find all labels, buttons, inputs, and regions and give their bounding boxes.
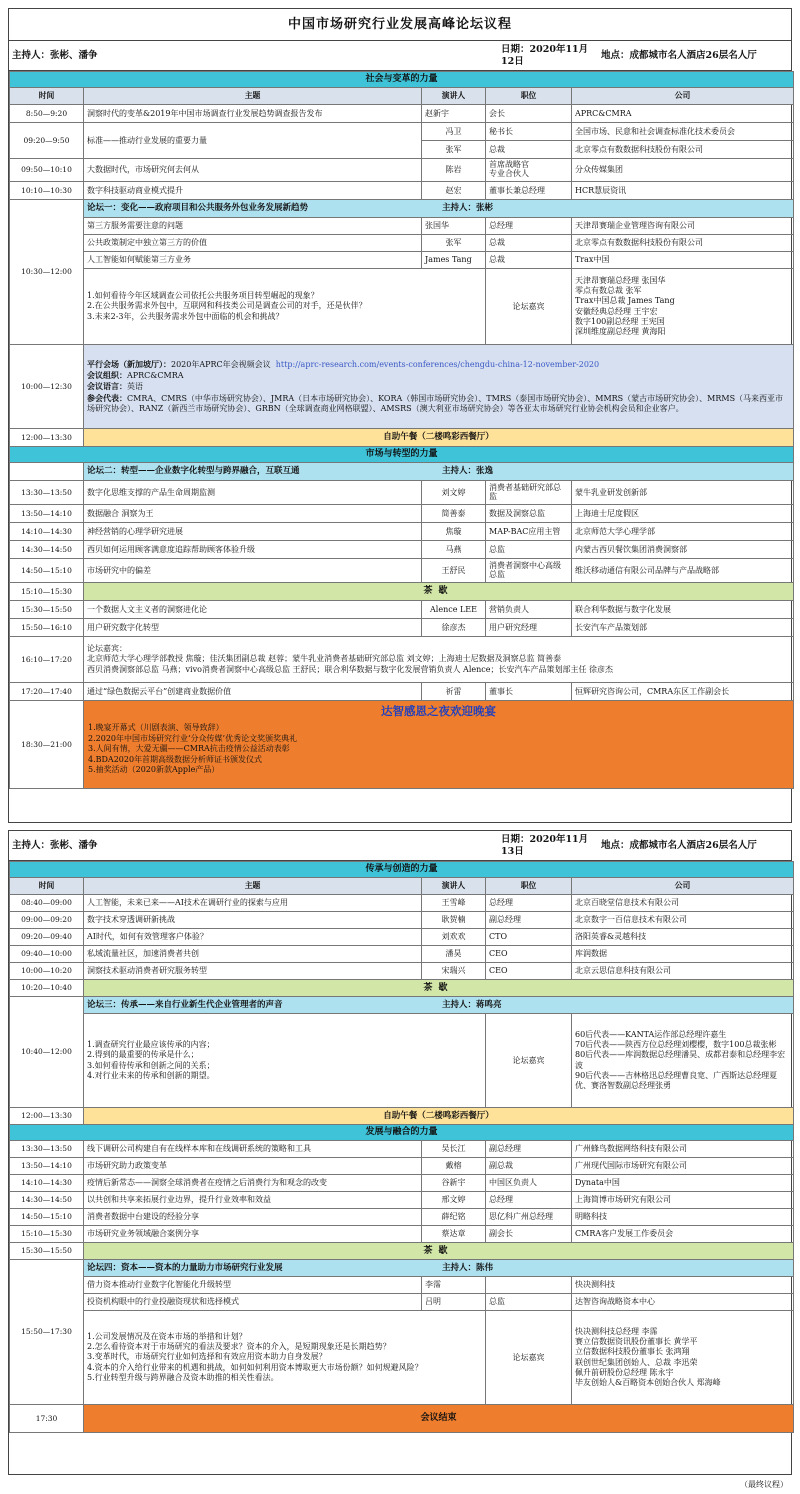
section-header: 社会与变革的力量 bbox=[10, 72, 794, 88]
speaker-cell: 徐彦杰 bbox=[422, 619, 486, 637]
break-label: 茶歇 bbox=[84, 980, 794, 997]
role-cell: 消费者洞察中心高级总监 bbox=[486, 559, 572, 583]
day2-date: 日期：2020年11月13日 bbox=[501, 833, 589, 857]
speaker-cell: 赵新宇 bbox=[422, 105, 486, 123]
speaker-cell: 马燕 bbox=[422, 541, 486, 559]
col-topic: 主题 bbox=[84, 878, 422, 895]
day1-table bbox=[9, 71, 794, 789]
day2-table bbox=[9, 861, 794, 1433]
role-cell: 思亿科广州总经理 bbox=[486, 1209, 572, 1226]
time-cell: 08:40—09:00 bbox=[10, 895, 84, 912]
forum-host: 主持人：陈伟 bbox=[442, 1262, 494, 1273]
topic-cell: 以共创和共享来拓展行业边界，提升行业效率和效益 bbox=[84, 1192, 422, 1209]
time-cell: 09:50—10:10 bbox=[10, 159, 84, 182]
topic-cell: 大数据时代，市场研究何去何从 bbox=[84, 159, 422, 182]
break-label: 茶歇 bbox=[84, 1243, 794, 1260]
forum-title-cell bbox=[84, 1260, 794, 1277]
lunch-row bbox=[10, 429, 794, 447]
final-agenda-note: （最终议程） bbox=[740, 1480, 788, 1489]
topic-cell: 第三方服务需要注意的问题 bbox=[84, 218, 422, 235]
role-cell: 会长 bbox=[486, 105, 572, 123]
time-cell: 09:20—09:40 bbox=[10, 929, 84, 946]
time-cell: 09:00—09:20 bbox=[10, 912, 84, 929]
day1-info-bar bbox=[9, 41, 791, 71]
break-row bbox=[10, 980, 794, 997]
time-cell: 12:00—13:30 bbox=[10, 1108, 84, 1125]
company-cell: 北京数字一百信息技术有限公司 bbox=[572, 912, 794, 929]
topic-cell: 公共政策制定中独立第三方的价值 bbox=[84, 235, 422, 252]
topic-cell: 数字科技驱动商业模式提升 bbox=[84, 182, 422, 200]
company-cell: 快决测科技 bbox=[572, 1277, 794, 1294]
forum-title-cell bbox=[84, 997, 794, 1014]
time-cell: 10:00—10:20 bbox=[10, 963, 84, 980]
table-row bbox=[10, 683, 794, 701]
col-role: 职位 bbox=[486, 88, 572, 105]
forum-guests: 快决测科技总经理 李霈 赛立信数据资讯股份董事长 黄学平 立信数据科技股份董事长 张鸿翔 联创世纪集团创始人、总裁 李迅荣 佩升前研股份总经理 陈永宇 毕友创始人&百略资本创始合伙人 郑海峰 bbox=[572, 1311, 794, 1405]
role-cell: 董事长兼总经理 bbox=[486, 182, 572, 200]
table-row bbox=[10, 1277, 794, 1294]
parallel-session-cell: 平行会场（新加坡厅）：2020年APRC年会视频会议 http://aprc-research.com/events-conferences/chengdu-china-12-november-2020 会议组织：APRC&CMRA 会议语言：英语 参会代表：CMRA、CMRS（中华市场研究协会）、JMRA（日本市场研究协会）、KORA（韩国市场研究协会）、TMRS（泰国市场研究协会）、MMRS（蒙古市场研究协会）、MRMS（马来西亚市场研究协会）、RANZ（新西兰市场研究协会）、GRBN（全球调查商业网格联盟）、AMSRS（澳大利亚市场研究协会）等各亚太市场研究行业协会机构会员和企业客户。 bbox=[84, 345, 794, 429]
table-row bbox=[10, 269, 794, 345]
speaker-cell: 谷新宇 bbox=[422, 1175, 486, 1192]
table-row bbox=[10, 218, 794, 235]
forum-header-row bbox=[10, 997, 794, 1014]
speaker-cell: 王雪峰 bbox=[422, 895, 486, 912]
time-cell: 18:30—21:00 bbox=[10, 701, 84, 789]
column-header-row bbox=[10, 88, 794, 105]
topic-cell: 用户研究数字化转型 bbox=[84, 619, 422, 637]
table-row bbox=[10, 1209, 794, 1226]
forum-guest-label: 论坛嘉宾 bbox=[486, 1014, 572, 1108]
company-cell: 维沃移动通信有限公司品牌与产品战略部 bbox=[572, 559, 794, 583]
company-cell: 蒙牛乳业研发创新部 bbox=[572, 481, 794, 505]
day1-venue: 地点：成都城市名人酒店26层名人厅 bbox=[601, 49, 757, 61]
topic-cell: 市场研究业务领域融合案例分享 bbox=[84, 1226, 422, 1243]
topic-cell: 疫情后新常态——洞察全球消费者在疫情之后消费行为和观念的改变 bbox=[84, 1175, 422, 1192]
company-cell: CMRA客户发展工作委员会 bbox=[572, 1226, 794, 1243]
company-cell: 分众传媒集团 bbox=[572, 159, 794, 182]
time-cell: 14:10—14:30 bbox=[10, 1175, 84, 1192]
topic-cell: 数字化思维支撑的产品生命周期监测 bbox=[84, 481, 422, 505]
lunch-label: 自助午餐（二楼鸣彩西餐厅） bbox=[84, 429, 794, 447]
topic-cell: 市场研究中的偏差 bbox=[84, 559, 422, 583]
company-cell: 北京百晓堂信息技术有限公司 bbox=[572, 895, 794, 912]
company-cell: 北京零点有数数据科技股份有限公司 bbox=[572, 141, 794, 159]
time-cell: 15:30—15:50 bbox=[10, 601, 84, 619]
table-row bbox=[10, 559, 794, 583]
table-row bbox=[10, 123, 794, 141]
day2-venue: 地点：成都城市名人酒店26层名人厅 bbox=[601, 839, 757, 851]
speaker-cell: 张军 bbox=[422, 141, 486, 159]
time-cell: 15:30—15:50 bbox=[10, 1243, 84, 1260]
topic-cell: 借力资本推动行业数字化智能化升级转型 bbox=[84, 1277, 422, 1294]
table-row bbox=[10, 523, 794, 541]
section-header: 市场与转型的力量 bbox=[10, 447, 794, 463]
speaker-cell: 焦璇 bbox=[422, 523, 486, 541]
forum-panel-guests: 论坛嘉宾： 北京师范大学心理学部教授 焦璇；佳沃集团副总裁 赵蓉；蒙牛乳业消费者基础研究部总监 刘文婷；上海迪士尼数据及洞察总监 简善泰 西贝消费洞察部总监 马燕；vivo消费者洞察中心高级总监 王舒民；联合利华数据与数字化发展营销负责人 Alence；长安汽车产品策划部主任 徐彦杰 bbox=[84, 637, 794, 683]
role-cell: 消费者基础研究部总监 bbox=[486, 481, 572, 505]
speaker-cell: 吕明 bbox=[422, 1294, 486, 1311]
table-row bbox=[10, 601, 794, 619]
speaker-cell: 张军 bbox=[422, 235, 486, 252]
forum-header-row bbox=[10, 463, 794, 481]
company-cell: 上海迪士尼度假区 bbox=[572, 505, 794, 523]
break-label: 茶歇 bbox=[84, 583, 794, 601]
break-row bbox=[10, 1243, 794, 1260]
time-cell: 10:20—10:40 bbox=[10, 980, 84, 997]
speaker-cell: 赵宏 bbox=[422, 182, 486, 200]
company-cell: 内蒙古西贝餐饮集团消费洞察部 bbox=[572, 541, 794, 559]
forum-title: 论坛三：传承——来自行业新生代企业管理者的声音 bbox=[87, 999, 283, 1010]
parallel-session-link[interactable]: http://aprc-research.com/events-conferences/chengdu-china-12-november-2020 bbox=[275, 359, 600, 369]
break-row bbox=[10, 583, 794, 601]
table-row bbox=[10, 1294, 794, 1311]
table-row bbox=[10, 1175, 794, 1192]
speaker-cell: 潘昊 bbox=[422, 946, 486, 963]
table-row bbox=[10, 105, 794, 123]
forum-guest-label: 论坛嘉宾 bbox=[486, 1311, 572, 1405]
speaker-cell: 陈岩 bbox=[422, 159, 486, 182]
topic-cell: AI时代，如何有效管理客户体验？ bbox=[84, 929, 422, 946]
speaker-cell: 蔡达章 bbox=[422, 1226, 486, 1243]
company-cell: 北京师范大学心理学部 bbox=[572, 523, 794, 541]
time-cell: 17:30 bbox=[10, 1405, 84, 1433]
forum-panel-row bbox=[10, 637, 794, 683]
role-cell: 总经理 bbox=[486, 895, 572, 912]
table-row bbox=[10, 235, 794, 252]
role-cell: 总经理 bbox=[486, 218, 572, 235]
col-role: 职位 bbox=[486, 878, 572, 895]
gala-item: 4.BDA2020年首期高级数据分析师证书颁发仪式 bbox=[88, 754, 263, 764]
lunch-row bbox=[10, 1108, 794, 1125]
table-row bbox=[10, 1192, 794, 1209]
speaker-cell: 冯卫 bbox=[422, 123, 486, 141]
company-cell: APRC&CMRA bbox=[572, 105, 794, 123]
company-cell: 天津昂赛瑞企业管理咨询有限公司 bbox=[572, 218, 794, 235]
forum-questions: 1.调查研究行业最应该传承的内容； 2.得到的最重要的传承是什么； 3.如何看待传承和创新之间的关系； 4.对行业未来的传承和创新的期望。 bbox=[84, 1014, 486, 1108]
end-row bbox=[10, 1405, 794, 1433]
company-cell: HCR慧辰资讯 bbox=[572, 182, 794, 200]
time-cell: 13:30—13:50 bbox=[10, 481, 84, 505]
col-time: 时间 bbox=[10, 88, 84, 105]
speaker-cell: 刘欢欢 bbox=[422, 929, 486, 946]
role-cell: 总监 bbox=[486, 1294, 572, 1311]
topic-cell: 数据融合 洞察为王 bbox=[84, 505, 422, 523]
speaker-cell: 邢文婷 bbox=[422, 1192, 486, 1209]
col-speaker: 演讲人 bbox=[422, 878, 486, 895]
company-cell: Dynata中国 bbox=[572, 1175, 794, 1192]
table-row bbox=[10, 929, 794, 946]
time-cell: 14:30—14:50 bbox=[10, 541, 84, 559]
company-cell: 联合利华数据与数字化发展 bbox=[572, 601, 794, 619]
col-speaker: 演讲人 bbox=[422, 88, 486, 105]
role-cell: CEO bbox=[486, 946, 572, 963]
topic-cell: 线下调研公司构建自有在线样本库和在线调研系统的策略和工具 bbox=[84, 1141, 422, 1158]
time-cell: 15:50—17:30 bbox=[10, 1260, 84, 1405]
role-cell: 数据及洞察总监 bbox=[486, 505, 572, 523]
topic-cell: 投资机构眼中的行业投融资现状和选择模式 bbox=[84, 1294, 422, 1311]
forum-host: 主持人：蒋鸣亮 bbox=[442, 999, 502, 1010]
table-row bbox=[10, 252, 794, 269]
section-header: 传承与创造的力量 bbox=[10, 862, 794, 878]
speaker-cell: 祈雷 bbox=[422, 683, 486, 701]
company-cell: 长安汽车产品策划部 bbox=[572, 619, 794, 637]
topic-cell: 洞察技术驱动消费者研究服务转型 bbox=[84, 963, 422, 980]
forum-header-row bbox=[10, 200, 794, 218]
role-cell: 营销负责人 bbox=[486, 601, 572, 619]
gala-cell bbox=[84, 701, 794, 789]
table-row bbox=[10, 1158, 794, 1175]
time-cell: 13:30—13:50 bbox=[10, 1141, 84, 1158]
time-cell: 8:50—9:20 bbox=[10, 105, 84, 123]
topic-cell: 通过“绿色数据云平台”创建商业数据价值 bbox=[84, 683, 422, 701]
role-cell: CEO bbox=[486, 963, 572, 980]
time-cell: 16:10—17:20 bbox=[10, 637, 84, 683]
time-cell: 17:20—17:40 bbox=[10, 683, 84, 701]
table-row bbox=[10, 1014, 794, 1108]
col-topic: 主题 bbox=[84, 88, 422, 105]
speaker-cell: 张国华 bbox=[422, 218, 486, 235]
forum-title-cell bbox=[84, 200, 794, 218]
time-cell: 10:30—12:00 bbox=[10, 200, 84, 345]
forum-questions: 1.公司发展情况及在资本市场的举措和计划？ 2.怎么看待资本对于市场研究的看法及要求？资本的介入，是短期现象还是长期趋势？ 3.变革时代，市场研究行业如何选择和有效应用资本助力自身发展？ 4.资本的介入给行业带来的机遇和挑战，如何如何利用资本博取更大市场份额？如何规避风险？ 5.行业转型升级与跨界融合及资本助推的相关性看法。 bbox=[84, 1311, 486, 1405]
table-row bbox=[10, 1141, 794, 1158]
topic-cell: 标准——推动行业发展的重要力量 bbox=[84, 123, 422, 159]
gala-item: 2.2020年中国市场研究行业‘分众传媒’优秀论文奖颁奖典礼 bbox=[88, 733, 298, 743]
time-cell: 15:50—16:10 bbox=[10, 619, 84, 637]
topic-cell: 西贝如何运用顾客满意度追踪帮助顾客体验升级 bbox=[84, 541, 422, 559]
role-cell: 总裁 bbox=[486, 235, 572, 252]
company-cell: 全国市场、民意和社会调查标准化技术委员会 bbox=[572, 123, 794, 141]
time-cell: 10:40—12:00 bbox=[10, 997, 84, 1108]
speaker-cell: 宋瑞兴 bbox=[422, 963, 486, 980]
gala-item: 5.抽奖活动（2020新款Apple产品） bbox=[88, 765, 220, 775]
forum-title-cell bbox=[84, 463, 794, 481]
table-row bbox=[10, 912, 794, 929]
time-cell: 15:10—15:30 bbox=[10, 1226, 84, 1243]
role-cell: 总裁 bbox=[486, 252, 572, 269]
company-cell: 广州现代国际市场研究有限公司 bbox=[572, 1158, 794, 1175]
table-row bbox=[10, 946, 794, 963]
time-cell: 10:00—12:30 bbox=[10, 345, 84, 429]
day1-agenda-card bbox=[8, 8, 792, 823]
gala-item: 1.晚宴开幕式（川剧表演、领导致辞） bbox=[88, 723, 224, 733]
role-cell: 副总经理 bbox=[486, 1141, 572, 1158]
topic-cell: 数字技术穿透调研新挑战 bbox=[84, 912, 422, 929]
forum-guests: 天津昂赛瑞总经理 张国华 零点有数总裁 张军 Trax中国总裁 James Tang 安徽经典总经理 王宇宏 数字100副总经理 王宪国 深圳维度副总经理 黄海阳 bbox=[572, 269, 794, 345]
day2-hosts: 主持人：张彬、潘争 bbox=[12, 839, 98, 851]
role-cell: 副总经理 bbox=[486, 912, 572, 929]
company-cell: 明略科技 bbox=[572, 1209, 794, 1226]
table-row bbox=[10, 1311, 794, 1405]
table-row bbox=[10, 895, 794, 912]
day1-date: 日期：2020年11月12日 bbox=[501, 43, 589, 67]
lunch-label: 自助午餐（二楼鸣彩西餐厅） bbox=[84, 1108, 794, 1125]
time-cell: 10:10—10:30 bbox=[10, 182, 84, 200]
speaker-cell: 刘文婷 bbox=[422, 481, 486, 505]
gala-row bbox=[10, 701, 794, 789]
table-row bbox=[10, 505, 794, 523]
table-row bbox=[10, 481, 794, 505]
time-cell: 14:50—15:10 bbox=[10, 1209, 84, 1226]
company-cell: 北京零点有数数据科技股份有限公司 bbox=[572, 235, 794, 252]
topic-cell: 消费者数据中台建设的经验分享 bbox=[84, 1209, 422, 1226]
day2-info-bar bbox=[9, 831, 791, 861]
day2-agenda-card bbox=[8, 830, 792, 1475]
company-cell: 上海简博市场研究有限公司 bbox=[572, 1192, 794, 1209]
role-cell: 总裁 bbox=[486, 141, 572, 159]
time-cell: 09:20—9:50 bbox=[10, 123, 84, 159]
table-row bbox=[10, 1226, 794, 1243]
forum-title: 论坛一：变化——政府项目和公共服务外包业务发展新趋势 bbox=[87, 203, 309, 214]
topic-cell: 神经营销的心理学研究进展 bbox=[84, 523, 422, 541]
forum-guest-label: 论坛嘉宾 bbox=[486, 269, 572, 345]
time-cell: 13:50—14:10 bbox=[10, 1158, 84, 1175]
time-cell: 14:30—14:50 bbox=[10, 1192, 84, 1209]
forum-guests: 60后代表——KANTA运作部总经理许嘉生 70后代表——陕西方位总经理刘樱樱，数字100总裁张彬 80后代表——库润数据总经理潘昊、成都君泰和总经理李宏波 90后代表——吉林格迅总经理曹良宽、广西斯达总经理夏优、赛洛智数副总经理张勇 bbox=[572, 1014, 794, 1108]
col-time: 时间 bbox=[10, 878, 84, 895]
agenda-title: 中国市场研究行业发展高峰论坛议程 bbox=[9, 9, 791, 41]
forum-title: 论坛二：转型——企业数字化转型与跨界融合，互联互通 bbox=[87, 466, 300, 477]
role-cell: 秘书长 bbox=[486, 123, 572, 141]
day1-hosts: 主持人：张彬、潘争 bbox=[12, 49, 98, 61]
forum-title: 论坛四：资本——资本的力量助力市场研究行业发展 bbox=[87, 1262, 283, 1273]
company-cell: 广州蜂鸟数据网络科技有限公司 bbox=[572, 1141, 794, 1158]
forum-host: 主持人：张彬 bbox=[442, 203, 494, 214]
role-cell: 总经理 bbox=[486, 1192, 572, 1209]
role-cell: 用户研究经理 bbox=[486, 619, 572, 637]
topic-cell: 市场研究助力政策变革 bbox=[84, 1158, 422, 1175]
parallel-session-row bbox=[10, 345, 794, 429]
gala-item: 3.人间有情，大爱无疆——CMRA抗击疫情公益活动表彰 bbox=[88, 744, 290, 754]
speaker-cell: 戴榕 bbox=[422, 1158, 486, 1175]
topic-cell: 私域流量社区，加速消费者共创 bbox=[84, 946, 422, 963]
time-cell: 14:50—15:10 bbox=[10, 559, 84, 583]
time-cell: 14:10—14:30 bbox=[10, 523, 84, 541]
company-cell: 恒辉研究咨询公司，CMRA东区工作副会长 bbox=[572, 683, 794, 701]
table-row bbox=[10, 963, 794, 980]
end-label: 会议结束 bbox=[84, 1405, 794, 1433]
topic-cell: 一个数据人文主义者的洞察进化论 bbox=[84, 601, 422, 619]
role-cell: 中国区负责人 bbox=[486, 1175, 572, 1192]
role-cell: 首席战略官 专业合伙人 bbox=[486, 159, 572, 182]
forum-questions: 1.如何看待今年区域调查公司依托公共服务项目转型崛起的现象？ 2.在公共服务需求外包中，互联网和科技类公司是调查公司的对手，还是伙伴？ 3.未来2-3年，公共服务需求外包中面临的机会和挑战？ bbox=[84, 269, 486, 345]
time-cell: 13:50—14:10 bbox=[10, 505, 84, 523]
company-cell: 北京云思信息科技有限公司 bbox=[572, 963, 794, 980]
topic-cell: 洞察时代的变革&2019年中国市场调查行业发展趋势调查报告发布 bbox=[84, 105, 422, 123]
topic-cell: 人工智能，未来已来——AI技术在调研行业的探索与应用 bbox=[84, 895, 422, 912]
col-company: 公司 bbox=[572, 878, 794, 895]
time-cell: 15:10—15:30 bbox=[10, 583, 84, 601]
role-cell: 副会长 bbox=[486, 1226, 572, 1243]
table-row bbox=[10, 541, 794, 559]
role-cell bbox=[486, 1277, 572, 1294]
col-company: 公司 bbox=[572, 88, 794, 105]
speaker-cell: Alence LEE bbox=[422, 601, 486, 619]
table-row bbox=[10, 619, 794, 637]
topic-cell: 人工智能如何赋能第三方业务 bbox=[84, 252, 422, 269]
role-cell: MAP-BAC应用主管 bbox=[486, 523, 572, 541]
speaker-cell: 薛纪铭 bbox=[422, 1209, 486, 1226]
role-cell: 总监 bbox=[486, 541, 572, 559]
speaker-cell: 简善泰 bbox=[422, 505, 486, 523]
company-cell: Trax中国 bbox=[572, 252, 794, 269]
role-cell: CTO bbox=[486, 929, 572, 946]
company-cell: 洛阳英睿&灵越科技 bbox=[572, 929, 794, 946]
speaker-cell: 吴长江 bbox=[422, 1141, 486, 1158]
gala-title: 达智感恩之夜欢迎晚宴 bbox=[381, 704, 497, 718]
speaker-cell: James Tang bbox=[422, 252, 486, 269]
speaker-cell: 李霈 bbox=[422, 1277, 486, 1294]
role-cell: 董事长 bbox=[486, 683, 572, 701]
company-cell: 库润数据 bbox=[572, 946, 794, 963]
time-cell: 12:00—13:30 bbox=[10, 429, 84, 447]
time-cell: 09:40—10:00 bbox=[10, 946, 84, 963]
forum-header-row bbox=[10, 1260, 794, 1277]
section-header: 发展与融合的力量 bbox=[10, 1125, 794, 1141]
speaker-cell: 耿贺楠 bbox=[422, 912, 486, 929]
forum-host: 主持人：张逸 bbox=[442, 466, 494, 477]
role-cell: 副总裁 bbox=[486, 1158, 572, 1175]
company-cell: 达智咨询战略资本中心 bbox=[572, 1294, 794, 1311]
column-header-row bbox=[10, 878, 794, 895]
table-row bbox=[10, 182, 794, 200]
speaker-cell: 王舒民 bbox=[422, 559, 486, 583]
table-row bbox=[10, 159, 794, 182]
